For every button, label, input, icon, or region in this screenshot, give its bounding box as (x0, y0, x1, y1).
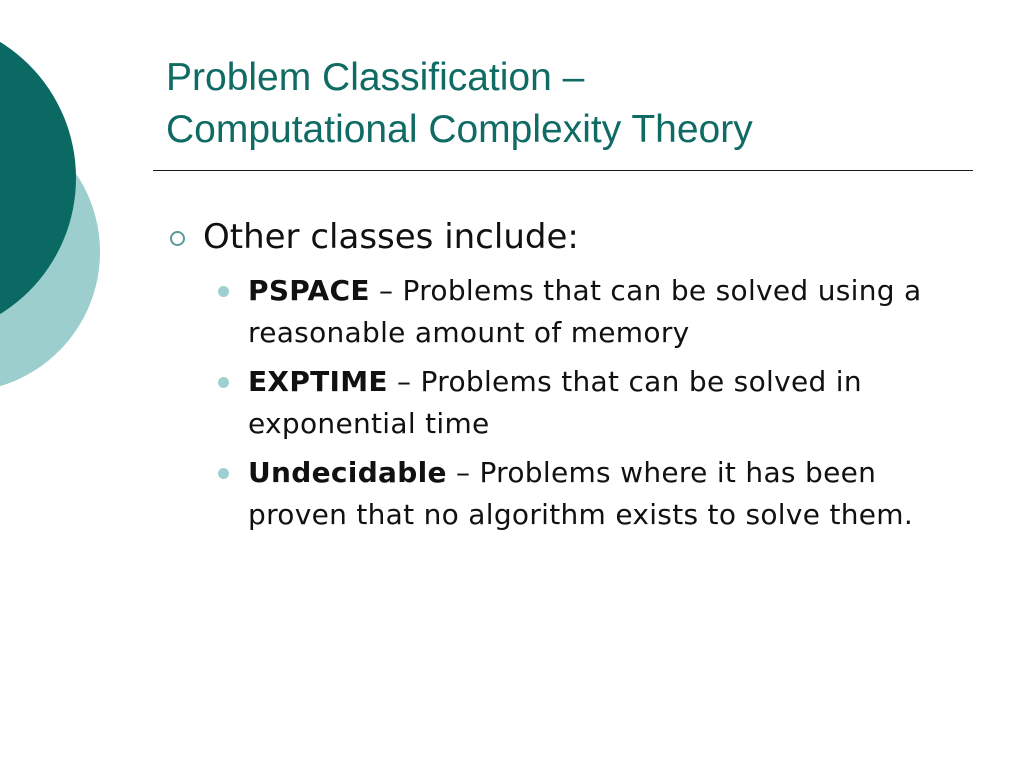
bullet-dot-icon (218, 286, 229, 297)
list-item-text (248, 361, 978, 445)
term-description: – Problems that can be solved in exponential time (248, 365, 862, 440)
title-divider (153, 170, 973, 171)
list-item (218, 452, 978, 536)
term-description: – Problems that can be solved using a reasonable amount of memory (248, 274, 922, 349)
decorative-circles (0, 0, 120, 420)
list-item (218, 270, 978, 354)
list-item-text (248, 452, 978, 536)
term-label: Undecidable (248, 456, 447, 489)
sub-bullet-list (218, 270, 978, 543)
slide-title-line: Computational Complexity Theory (166, 108, 753, 151)
list-item-text (248, 270, 978, 354)
level1-bullet-text: Other classes include: (203, 217, 579, 257)
bullet-dot-icon (218, 377, 229, 388)
ring-bullet-icon (170, 231, 185, 246)
slide-title-line: Problem Classification – (166, 56, 585, 99)
slide-title (166, 52, 753, 156)
list-item (218, 361, 978, 445)
term-label: EXPTIME (248, 365, 388, 398)
term-description: – Problems where it has been proven that no algorithm exists to solve them. (248, 456, 914, 531)
term-label: PSPACE (248, 274, 370, 307)
bullet-dot-icon (218, 468, 229, 479)
